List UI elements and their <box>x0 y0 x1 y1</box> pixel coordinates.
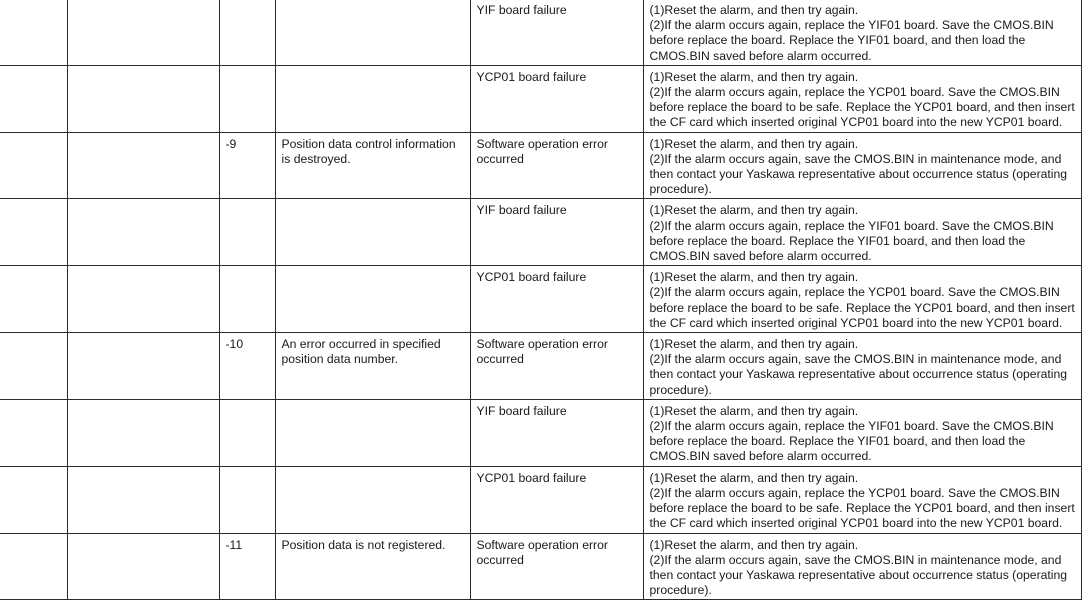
remedy-step: (2)If the alarm occurs again, replace the YCP01 board. Save the CMOS.BIN before replace the board to be safe. Replace the YCP01 board, and then insert the CF card which inserted original YCP01 board into the new YCP01 board. <box>649 285 1075 330</box>
cause-cell: YIF board failure <box>470 0 643 65</box>
table-row <box>0 333 1081 400</box>
alarm-name-cell <box>67 65 219 132</box>
alarm-name-cell <box>67 0 219 65</box>
alarm-name-cell <box>67 399 219 466</box>
remedy-step: (2)If the alarm occurs again, replace the YIF01 board. Save the CMOS.BIN before replace the board. Replace the YIF01 board, and then load the CMOS.BIN saved before alarm occurred. <box>649 18 1054 63</box>
alarm-number-cell <box>0 333 67 400</box>
table-row <box>0 399 1081 466</box>
alarm-name-cell <box>67 533 219 600</box>
remedy-step: (1)Reset the alarm, and then try again. <box>649 403 859 418</box>
meaning-cell: An error occurred in specified position data number. <box>275 333 470 400</box>
remedy-step: (2)If the alarm occurs again, save the CMOS.BIN in maintenance mode, and then contact your Yaskawa representative about occurrence status (operating procedure). <box>649 552 1068 598</box>
remedy-step: (1)Reset the alarm, and then try again. <box>649 337 859 352</box>
alarm-number-cell <box>0 533 67 600</box>
alarm-name-cell <box>67 466 219 533</box>
remedy-cell <box>643 399 1081 466</box>
subcode-cell <box>219 266 275 333</box>
remedy-step: (1)Reset the alarm, and then try again. <box>649 470 859 485</box>
cause-cell: Software operation error occurred <box>470 333 643 400</box>
cause-cell: YIF board failure <box>470 199 643 266</box>
alarm-number-cell <box>0 199 67 266</box>
meaning-cell: Position data is not registered. <box>275 533 470 600</box>
remedy-step: (1)Reset the alarm, and then try again. <box>649 3 859 17</box>
alarm-number-cell <box>0 399 67 466</box>
remedy-cell <box>643 199 1081 266</box>
remedy-step: (2)If the alarm occurs again, replace the YCP01 board. Save the CMOS.BIN before replace the board to be safe. Replace the YCP01 board, and then insert the CF card which inserted original YCP01 board into the new YCP01 board. <box>649 85 1075 130</box>
subcode-cell <box>219 199 275 266</box>
meaning-cell: Position data control information is destroyed. <box>275 132 470 199</box>
cause-cell: YIF board failure <box>470 399 643 466</box>
alarm-number-cell <box>0 0 67 65</box>
subcode-cell <box>219 466 275 533</box>
alarm-name-cell <box>67 266 219 333</box>
remedy-step: (2)If the alarm occurs again, replace the YIF01 board. Save the CMOS.BIN before replace the board. Replace the YIF01 board, and then load the CMOS.BIN saved before alarm occurred. <box>649 218 1054 264</box>
cause-cell: Software operation error occurred <box>470 132 643 199</box>
alarm-name-cell <box>67 333 219 400</box>
table-row <box>0 0 1081 65</box>
cause-cell: YCP01 board failure <box>470 466 643 533</box>
alarm-number-cell <box>0 466 67 533</box>
alarm-number-cell <box>0 266 67 333</box>
meaning-cell <box>275 266 470 333</box>
meaning-cell <box>275 199 470 266</box>
remedy-cell <box>643 533 1081 600</box>
remedy-step: (1)Reset the alarm, and then try again. <box>649 69 859 84</box>
meaning-cell <box>275 0 470 65</box>
remedy-step: (2)If the alarm occurs again, save the CMOS.BIN in maintenance mode, and then contact your Yaskawa representative about occurrence status (operating procedure). <box>649 151 1068 197</box>
alarm-name-cell <box>67 132 219 199</box>
table-row <box>0 533 1081 600</box>
subcode-cell <box>219 65 275 132</box>
remedy-step: (1)Reset the alarm, and then try again. <box>649 270 859 285</box>
remedy-step: (1)Reset the alarm, and then try again. <box>649 136 859 151</box>
remedy-cell <box>643 466 1081 533</box>
remedy-step: (2)If the alarm occurs again, replace the YCP01 board. Save the CMOS.BIN before replace the board to be safe. Replace the YCP01 board, and then insert the CF card which inserted original YCP01 board into the new YCP01 board. <box>649 485 1075 531</box>
remedy-cell <box>643 333 1081 400</box>
remedy-cell <box>643 65 1081 132</box>
subcode-cell: -9 <box>219 132 275 199</box>
meaning-cell <box>275 65 470 132</box>
subcode-cell <box>219 399 275 466</box>
subcode-cell <box>219 0 275 65</box>
cause-cell: Software operation error occurred <box>470 533 643 600</box>
table-row <box>0 266 1081 333</box>
cause-cell: YCP01 board failure <box>470 266 643 333</box>
subcode-cell: -11 <box>219 533 275 600</box>
subcode-cell: -10 <box>219 333 275 400</box>
meaning-cell <box>275 399 470 466</box>
remedy-cell <box>643 266 1081 333</box>
remedy-cell <box>643 132 1081 199</box>
remedy-cell <box>643 0 1081 65</box>
alarm-number-cell <box>0 65 67 132</box>
table-row <box>0 65 1081 132</box>
remedy-step: (1)Reset the alarm, and then try again. <box>649 537 859 552</box>
meaning-cell <box>275 466 470 533</box>
remedy-step: (1)Reset the alarm, and then try again. <box>649 203 859 218</box>
remedy-step: (2)If the alarm occurs again, replace the YIF01 board. Save the CMOS.BIN before replace the board. Replace the YIF01 board, and then load the CMOS.BIN saved before alarm occurred. <box>649 419 1054 464</box>
alarm-name-cell <box>67 199 219 266</box>
table-row <box>0 466 1081 533</box>
table-row <box>0 132 1081 199</box>
table-row <box>0 199 1081 266</box>
cause-cell: YCP01 board failure <box>470 65 643 132</box>
remedy-step: (2)If the alarm occurs again, save the CMOS.BIN in maintenance mode, and then contact your Yaskawa representative about occurrence status (operating procedure). <box>649 352 1068 397</box>
alarm-number-cell <box>0 132 67 199</box>
